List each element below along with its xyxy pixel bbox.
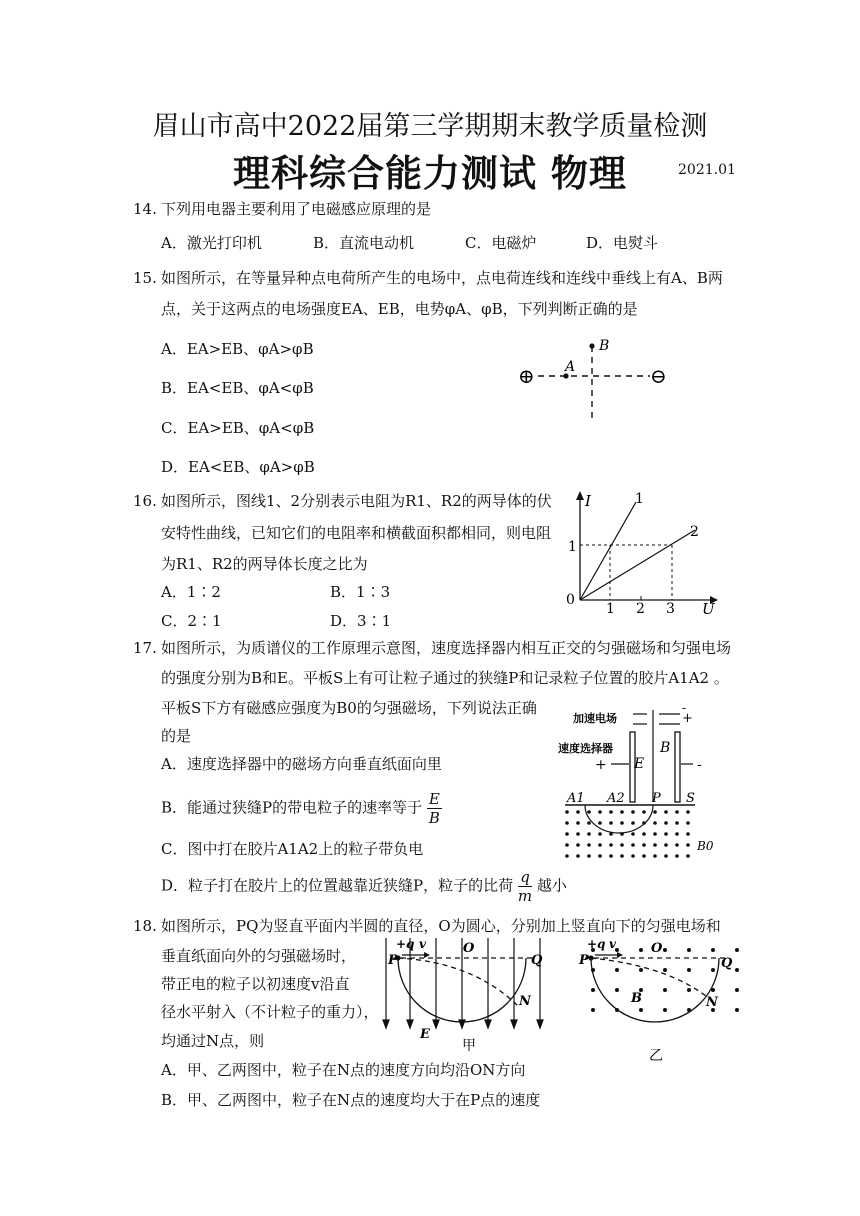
field-dot	[735, 988, 739, 992]
field-dot	[639, 948, 643, 952]
field-dot	[576, 810, 580, 814]
q17-option-d-tail: 越小	[536, 876, 567, 895]
field-dot	[631, 843, 635, 847]
svg-text:乙: 乙	[649, 1048, 663, 1064]
q15-stem-line1: 如图所示，在等量异种点电荷所产生的电场中，点电荷连线和连线中垂线上有A、B两	[161, 269, 723, 287]
q18-stem-line5: 均通过N点，则	[161, 1032, 265, 1050]
label-a: A	[565, 359, 576, 375]
field-dot	[576, 843, 580, 847]
field-dot	[631, 810, 635, 814]
q15-option-c: C．EA>EB、φA<φB	[161, 419, 315, 437]
svg-text:2: 2	[636, 601, 645, 617]
q14-option-b: B．直流电动机	[313, 234, 415, 252]
q18-stem-line2: 垂直纸面向外的匀强磁场时，	[161, 947, 357, 965]
field-dot	[587, 843, 591, 847]
field-dot	[587, 810, 591, 814]
field-dot	[609, 821, 613, 825]
field-dot	[587, 854, 591, 858]
field-dot	[735, 1008, 739, 1012]
field-dot	[642, 810, 646, 814]
field-dot	[639, 968, 643, 972]
q18-stem-line4: 径水平射入（不计粒子的重力），	[161, 1003, 379, 1021]
field-dot	[576, 832, 580, 836]
svg-text:1: 1	[635, 491, 644, 507]
field-dot	[686, 832, 690, 836]
field-dot	[663, 988, 667, 992]
q15-charge-figure	[510, 332, 680, 422]
field-dot	[615, 968, 619, 972]
field-dot	[664, 854, 668, 858]
svg-text:N: N	[519, 994, 531, 1009]
field-dot	[587, 821, 591, 825]
field-dot	[642, 821, 646, 825]
field-dot	[653, 854, 657, 858]
svg-text:B: B	[660, 740, 671, 756]
svg-text:2: 2	[690, 524, 699, 540]
svg-text:U: U	[702, 600, 715, 618]
field-dot	[565, 821, 569, 825]
field-dot	[565, 832, 569, 836]
q16-iu-graph	[560, 488, 720, 618]
svg-text:1: 1	[568, 539, 577, 555]
q18-figure-yi	[575, 936, 740, 1066]
q17-stem-line2: 的强度分别为B和E。平板S上有可让粒子通过的狭缝P和记录粒子位置的胶片A1A2 。	[161, 669, 729, 687]
q18-option-a: A．甲、乙两图中，粒子在N点的速度方向均沿ON方向	[161, 1061, 526, 1079]
svg-text:+: +	[595, 757, 607, 773]
field-arrow	[459, 1020, 465, 1028]
exam-date: 2021.01	[678, 162, 736, 178]
field-dot	[565, 843, 569, 847]
field-dot	[675, 843, 679, 847]
field-dot	[653, 832, 657, 836]
field-dot	[675, 821, 679, 825]
q17-option-c: C．图中打在胶片A1A2上的粒子带负电	[161, 840, 424, 858]
q16-stem-line2: 安特性曲线，已知它们的电阻率和横截面积都相同，则电阻	[161, 524, 552, 542]
field-arrow	[485, 1020, 491, 1028]
field-dot	[576, 854, 580, 858]
q17-option-b	[161, 790, 442, 827]
svg-text:速度选择器: 速度选择器	[558, 742, 613, 755]
q15-option-b: B．EA<EB、φA<φB	[161, 379, 314, 397]
field-dot	[591, 988, 595, 992]
field-dot	[598, 821, 602, 825]
svg-text:O: O	[463, 941, 475, 956]
q17-stem-line1: 如图所示，为质谱仪的工作原理示意图，速度选择器内相互正交的匀强磁场和匀强电场	[161, 639, 732, 657]
field-dot	[620, 821, 624, 825]
q18-option-b: B．甲、乙两图中，粒子在N点的速度均大于在P点的速度	[161, 1091, 541, 1109]
svg-text:E: E	[420, 1027, 430, 1042]
field-dot	[653, 843, 657, 847]
q16-option-a: A．1∶2	[161, 583, 221, 601]
field-arrow	[383, 1020, 389, 1028]
field-dot	[565, 854, 569, 858]
svg-text:O: O	[651, 941, 663, 956]
field-dot	[663, 968, 667, 972]
svg-text:P: P	[388, 953, 398, 968]
svg-text:I: I	[585, 492, 591, 510]
svg-text:B: B	[631, 991, 642, 1006]
exam-title: 眉山市高中2022届第三学期期末教学质量检测	[152, 111, 708, 142]
q16-number: 16.	[133, 492, 157, 510]
svg-text:S: S	[686, 791, 695, 806]
q18-stem-line3: 带正电的粒子以初速度v沿直	[161, 975, 350, 993]
label-b: B	[599, 338, 610, 354]
q18-figure-jia	[378, 936, 553, 1056]
point-b	[589, 343, 594, 348]
field-dot	[664, 810, 668, 814]
field-arrow	[407, 1020, 413, 1028]
svg-text:Q: Q	[721, 956, 733, 971]
field-dot	[642, 832, 646, 836]
q16-option-b: B．1∶3	[330, 583, 391, 601]
q17-option-d	[161, 868, 567, 905]
q14-stem: 下列用电器主要利用了电磁感应原理的是	[161, 200, 432, 218]
field-dot	[686, 843, 690, 847]
svg-text:A2: A2	[607, 791, 625, 806]
svg-text:N: N	[706, 995, 718, 1010]
field-arrow	[537, 1020, 543, 1028]
field-dot	[686, 821, 690, 825]
q17-option-d-text: D．粒子打在胶片上的位置越靠近狭缝P，粒子的比荷	[161, 876, 514, 895]
q14-option-d: D．电熨斗	[586, 234, 659, 252]
field-arrow	[511, 1020, 517, 1028]
q15-option-d: D．EA<EB、φA>φB	[161, 458, 315, 476]
q16-option-c: C．2∶1	[161, 612, 222, 630]
field-dot	[598, 854, 602, 858]
field-dot	[631, 832, 635, 836]
q18-number: 18.	[133, 917, 157, 935]
svg-text:A1: A1	[567, 791, 585, 806]
field-dot	[664, 821, 668, 825]
svg-text:加速电场: 加速电场	[573, 712, 617, 725]
negative-charge-icon: ⊖	[650, 364, 667, 388]
svg-text:甲: 甲	[462, 1038, 476, 1054]
q16-option-d: D．3∶1	[330, 612, 392, 630]
field-dot	[587, 832, 591, 836]
field-dot	[675, 810, 679, 814]
field-arrow	[433, 1020, 439, 1028]
svg-text:1: 1	[606, 601, 615, 617]
field-dot	[631, 854, 635, 858]
q15-number: 15.	[133, 269, 157, 287]
field-dot	[565, 810, 569, 814]
field-dot	[664, 843, 668, 847]
field-dot	[711, 948, 715, 952]
field-dot	[642, 854, 646, 858]
q17-option-a: A．速度选择器中的磁场方向垂直纸面向里	[161, 755, 442, 773]
field-dot	[576, 821, 580, 825]
svg-text:+q: +q	[587, 937, 606, 951]
field-dot	[663, 1008, 667, 1012]
field-dot	[653, 821, 657, 825]
fraction-e-over-b: $\frac{E}{B}$	[428, 790, 440, 827]
field-dot	[609, 832, 613, 836]
field-dot	[711, 968, 715, 972]
svg-text:v: v	[609, 937, 616, 951]
q15-option-a: A．EA>EB、φA>φB	[161, 340, 314, 358]
field-dot	[598, 810, 602, 814]
field-dot	[591, 1008, 595, 1012]
field-dot	[653, 810, 657, 814]
field-dot	[687, 948, 691, 952]
field-dot	[735, 968, 739, 972]
q17-option-b-text: B．能通过狭缝P的带电粒子的速率等于	[161, 798, 423, 817]
positive-charge-icon: ⊕	[518, 364, 535, 388]
field-dot	[615, 988, 619, 992]
field-dot	[663, 948, 667, 952]
q17-stem-line3: 平板S下方有磁感应强度为B0的匀强磁场，下列说法正确	[161, 699, 537, 717]
svg-text:+q: +q	[396, 937, 415, 951]
field-dot	[598, 843, 602, 847]
field-dot	[642, 843, 646, 847]
svg-text:B0: B0	[697, 839, 714, 853]
subject-title: 理科综合能力测试 物理	[233, 152, 627, 195]
svg-text:0: 0	[566, 592, 575, 608]
q17-stem-line4: 的是	[161, 727, 192, 745]
q17-number: 17.	[133, 639, 157, 657]
svg-text:-: -	[697, 757, 702, 773]
field-dot	[631, 821, 635, 825]
field-dot	[686, 810, 690, 814]
svg-text:P: P	[652, 791, 661, 806]
field-dot	[686, 854, 690, 858]
field-dot	[609, 810, 613, 814]
field-dot	[675, 854, 679, 858]
q16-stem-line1: 如图所示，图线1、2分别表示电阻为R1、R2的两导体的伏	[161, 492, 552, 510]
q17-mass-spectrometer-figure	[555, 700, 725, 870]
fraction-q-over-m: $\frac{q}{m}$	[517, 868, 533, 905]
q16-stem-line3: 为R1、R2的两导体长度之比为	[161, 555, 368, 573]
field-dot	[664, 832, 668, 836]
field-dot	[598, 832, 602, 836]
field-dot	[687, 988, 691, 992]
field-dot	[620, 810, 624, 814]
svg-text:v: v	[419, 937, 426, 951]
field-dot	[675, 832, 679, 836]
q15-stem-line2: 点，关于这两点的电场强度EA、EB，电势φA、φB，下列判断正确的是	[161, 300, 638, 318]
field-dot	[620, 854, 624, 858]
field-dot	[620, 843, 624, 847]
svg-text:+: +	[682, 711, 693, 726]
field-dot	[620, 832, 624, 836]
field-dot	[687, 968, 691, 972]
svg-text:Q: Q	[531, 953, 543, 968]
svg-text:P: P	[579, 953, 589, 968]
svg-text:-: -	[682, 701, 687, 715]
q14-number: 14.	[133, 200, 157, 218]
svg-text:E: E	[634, 756, 645, 772]
field-dot	[735, 948, 739, 952]
svg-text:3: 3	[666, 601, 675, 617]
field-dot	[609, 854, 613, 858]
field-dot	[609, 843, 613, 847]
q14-option-c: C．电磁炉	[465, 234, 537, 252]
field-dot	[639, 1008, 643, 1012]
q14-option-a: A．激光打印机	[161, 234, 262, 252]
q18-stem-line1: 如图所示，PQ为竖直平面内半圆的直径，O为圆心，分别加上竖直向下的匀强电场和	[161, 917, 721, 935]
